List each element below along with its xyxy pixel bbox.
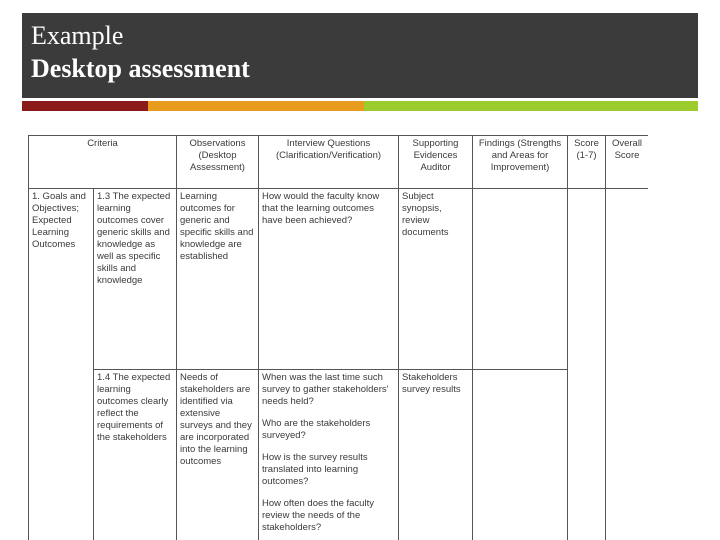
score-cell (568, 189, 606, 370)
header-findings: Findings (Strengths and Areas for Improvement) (473, 136, 568, 189)
overall-score-cell (606, 370, 649, 540)
header-criteria: Criteria (29, 136, 177, 189)
slide-title-line2: Desktop assessment (31, 54, 250, 83)
interview-question: Who are the stakeholders surveyed? (262, 418, 371, 441)
accent-bar-red (22, 101, 148, 111)
findings-cell (473, 370, 568, 540)
evidence-cell: Stakeholders survey results (399, 370, 473, 540)
overall-score-cell (606, 189, 649, 370)
header-supporting-evidences: Supporting Evidences Auditor (399, 136, 473, 189)
questions-cell (259, 189, 399, 370)
slide-title-line1: Example (31, 21, 124, 50)
table-row (29, 189, 649, 370)
subcriterion-cell: 1.3 The expected learning outcomes cover generic skills and knowledge as well as specific skills and knowledge (94, 189, 177, 370)
header-score: Score (1-7) (568, 136, 606, 189)
observation-cell: Learning outcomes for generic and specific skills and knowledge are established (177, 189, 259, 370)
questions-cell (259, 370, 399, 540)
assessment-table (28, 135, 648, 540)
table-header-row (29, 136, 649, 189)
table-row (29, 370, 649, 540)
score-cell (568, 370, 606, 540)
interview-question: How would the faculty know that the learning outcomes have been achieved? (262, 191, 380, 226)
header-observations: Observations (Desktop Assessment) (177, 136, 259, 189)
assessment-table-image (28, 135, 648, 540)
criterion-cell: 1. Goals and Objectives; Expected Learning Outcomes (29, 189, 94, 370)
interview-question: How is the survey results translated into learning outcomes? (262, 452, 368, 487)
accent-bar-orange (148, 101, 364, 111)
accent-bar-green (364, 101, 698, 111)
interview-question: How often does the faculty review the needs of the stakeholders? (262, 498, 374, 533)
evidence-cell: Subject synopsis, review documents (399, 189, 473, 370)
subcriterion-cell: 1.4 The expected learning outcomes clearly reflect the requirements of the stakeholders (94, 370, 177, 540)
header-interview-questions: Interview Questions (Clarification/Verification) (259, 136, 399, 189)
header-overall-score: Overall Score (606, 136, 649, 189)
title-bar (22, 13, 698, 98)
findings-cell (473, 189, 568, 370)
observation-cell: Needs of stakeholders are identified via extensive surveys and they are incorporated into the learning outcomes (177, 370, 259, 540)
interview-question: When was the last time such survey to gather stakeholders' needs held? (262, 372, 389, 407)
criterion-cell-empty (29, 370, 94, 540)
